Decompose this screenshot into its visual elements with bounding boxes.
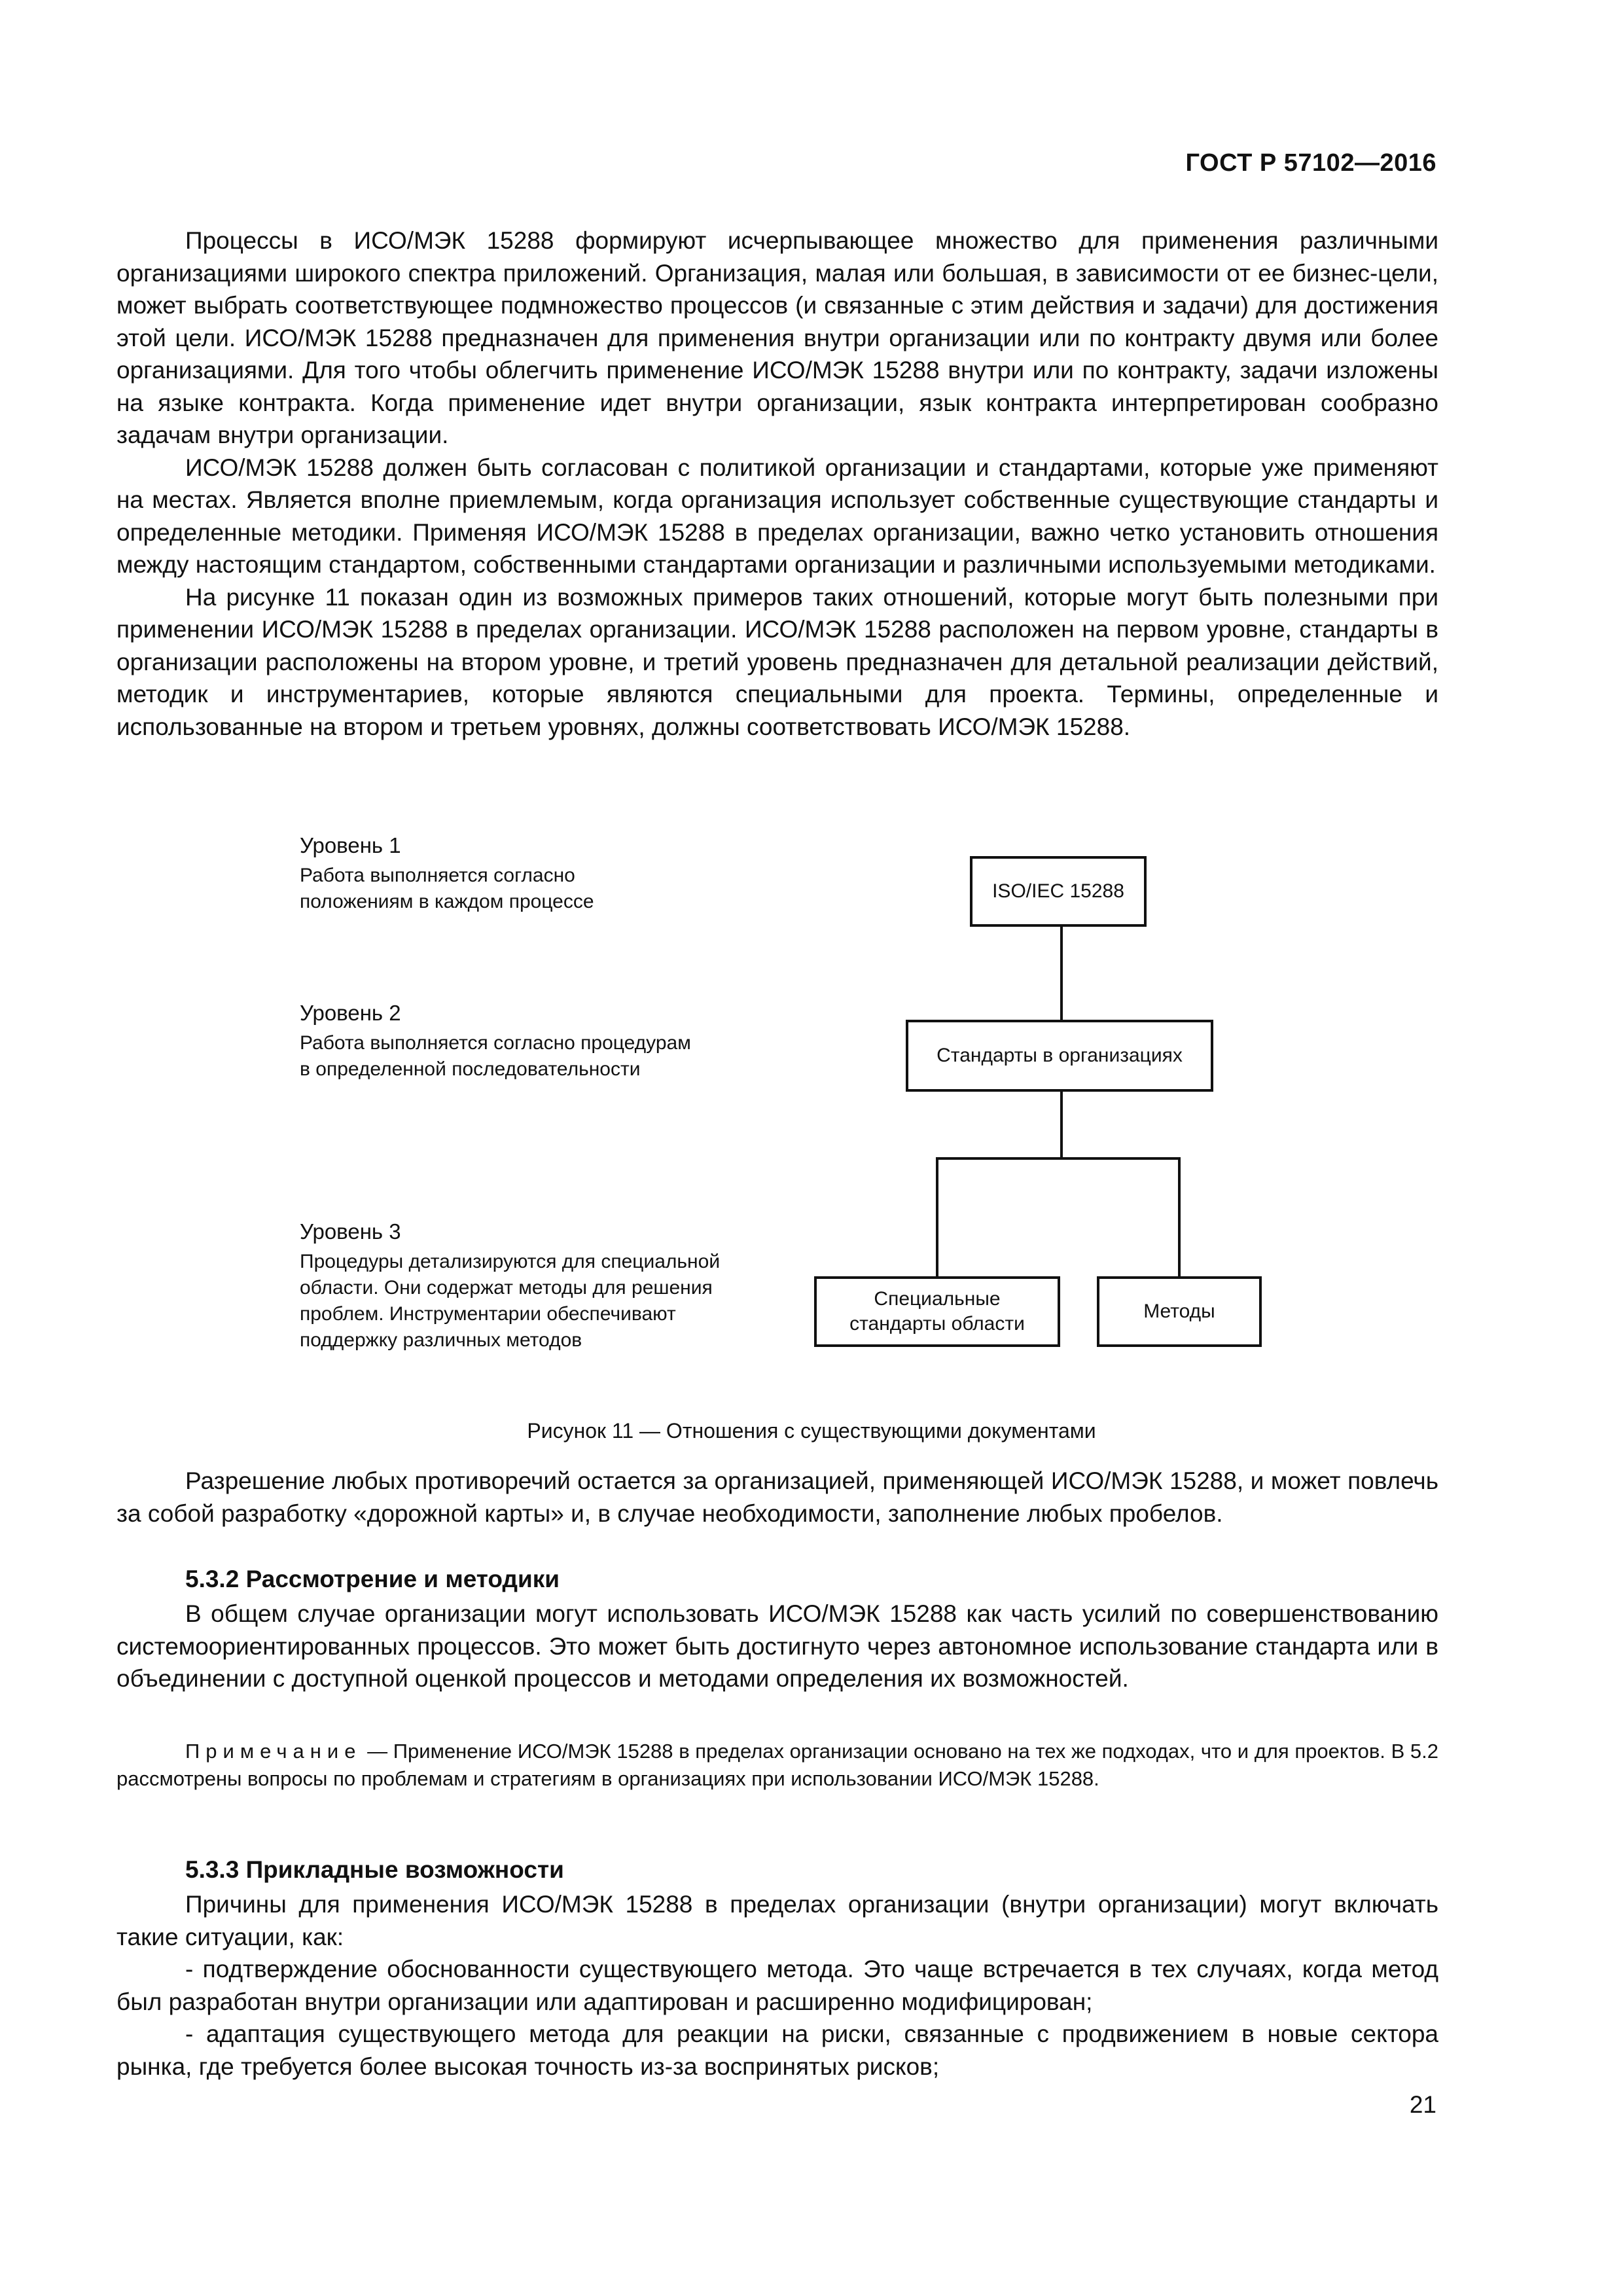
level-text-line: Процедуры детализируются для специальной — [300, 1251, 721, 1272]
paragraph: На рисунке 11 показан один из возможных примеров таких отношений, которые могут быть полезными при применении ИСО/МЭК 15288 в пределах организации. ИСО/МЭК 15288 расположен на первом уровне, стандарты в организации расположены на втором уровне, и третий уровень предназначен для детальной реализации действий, методик и инструментариев, которые являются специальными для проекта. Термины, определенные и использованные на втором и третьем уровнях, должны соответствовать ИСО/МЭК 15288. — [116, 583, 1438, 740]
section-5-3-2-text — [116, 1598, 1438, 1695]
list-item: - адаптация существующего метода для реакции на риски, связанные с продвижением в новые сектора рынка, где требуется более высокая точность из-за воспринятых рисков; — [116, 2020, 1438, 2080]
level-title: Уровень 1 — [300, 833, 401, 857]
level-title: Уровень 2 — [300, 1001, 401, 1025]
box-label: Специальные — [874, 1288, 1001, 1310]
box-iso-iec-15288 — [970, 856, 1147, 927]
note-block — [116, 1738, 1438, 1793]
connector-line — [1060, 1090, 1063, 1158]
box-label: Стандарты в организациях — [936, 1045, 1183, 1066]
list-item: - подтверждение обоснованности существующего метода. Это чаще встречается в тех случаях, когда метод был разработан внутри организации или адаптирован и расширенно модифицирован; — [116, 1956, 1438, 2015]
level-title: Уровень 3 — [300, 1219, 401, 1244]
connector-line — [1060, 924, 1063, 1021]
figure-caption: Рисунок 11 — Отношения с существующими документами — [527, 1419, 1096, 1443]
section-5-3-3-text — [116, 1888, 1438, 2083]
level-text-line: Работа выполняется согласно процедурам — [300, 1032, 691, 1054]
paragraph: Причины для применения ИСО/МЭК 15288 в пределах организации (внутри организации) могут включать такие ситуации, как: — [116, 1891, 1438, 1950]
level-text-line: области. Они содержат методы для решения — [300, 1277, 713, 1299]
connector-line — [1178, 1157, 1181, 1279]
page-number: 21 — [1409, 2091, 1436, 2118]
intro-text — [116, 224, 1438, 743]
level-text-line: поддержку различных методов — [300, 1329, 582, 1351]
paragraph: Разрешение любых противоречий остается за организацией, применяющей ИСО/МЭК 15288, и может повлечь за собой разработку «дорожной карты» и, в случае необходимости, заполнение любых пробелов. — [116, 1467, 1438, 1527]
box-label: ISO/IEC 15288 — [992, 880, 1124, 902]
box-label: стандарты области — [849, 1313, 1025, 1335]
level-text-line: в определенной последовательности — [300, 1058, 641, 1080]
note-label: Примечание — [185, 1740, 362, 1763]
document-header: ГОСТ Р 57102—2016 — [1185, 149, 1436, 177]
level-text-line: проблем. Инструментарии обеспечивают — [300, 1303, 676, 1325]
level-2-description — [300, 1000, 691, 1083]
paragraph: Процессы в ИСО/МЭК 15288 формируют исчерпывающее множество для применения различными организациями широкого спектра приложений. Организация, малая или большая, в зависимости от ее бизнес-цели, может выбрать соответствующее подмножество процессов (и связанные с этим действия и задачи) для достижения этой цели. ИСО/МЭК 15288 предназначен для применения внутри организации или по контракту двумя или более организациями. Для того чтобы облегчить применение ИСО/МЭК 15288 внутри или по контракту, задачи изложены на языке контракта. Когда применение идет внутри организации, язык контракта интерпретирован сообразно задачам внутри организации. — [116, 227, 1438, 448]
paragraph: ИСО/МЭК 15288 должен быть согласован с политикой организации и стандартами, которые уже применяют на местах. Является вполне приемлемым, когда организация использует собственные существующие стандарты и определенные методики. Применяя ИСО/МЭК 15288 в пределах организации, важно четко установить отношения между настоящим стандартом, собственными стандартами организации и различными используемыми методиками. — [116, 454, 1438, 578]
note-text: — Применение ИСО/МЭК 15288 в пределах организации основано на тех же подходах, что и для проектов. В 5.2 рассмотрены вопросы по проблемам и стратегиям в организациях при использовании ИСО/МЭК 15288. — [116, 1740, 1438, 1790]
after-figure-text — [116, 1465, 1438, 1530]
level-1-description — [300, 833, 594, 915]
box-org-standards — [906, 1020, 1213, 1092]
section-heading-5-3-2: 5.3.2 Рассмотрение и методики — [185, 1566, 560, 1592]
box-label: Методы — [1143, 1300, 1215, 1322]
box-methods — [1097, 1276, 1262, 1347]
level-text-line: положениям в каждом процессе — [300, 891, 594, 912]
box-domain-standards — [814, 1276, 1060, 1347]
connector-line — [936, 1157, 1181, 1160]
level-text-line: Работа выполняется согласно — [300, 865, 575, 886]
figure-11-diagram — [0, 818, 1623, 1407]
connector-line — [936, 1157, 938, 1279]
level-3-description — [300, 1219, 720, 1354]
paragraph: В общем случае организации могут использовать ИСО/МЭК 15288 как часть усилий по совершенствованию системоориентированных процессов. Это может быть достигнуто через автономное использование стандарта или в объединении с доступной оценкой процессов и методами определения их возможностей. — [116, 1600, 1438, 1692]
section-heading-5-3-3: 5.3.3 Прикладные возможности — [185, 1856, 564, 1883]
